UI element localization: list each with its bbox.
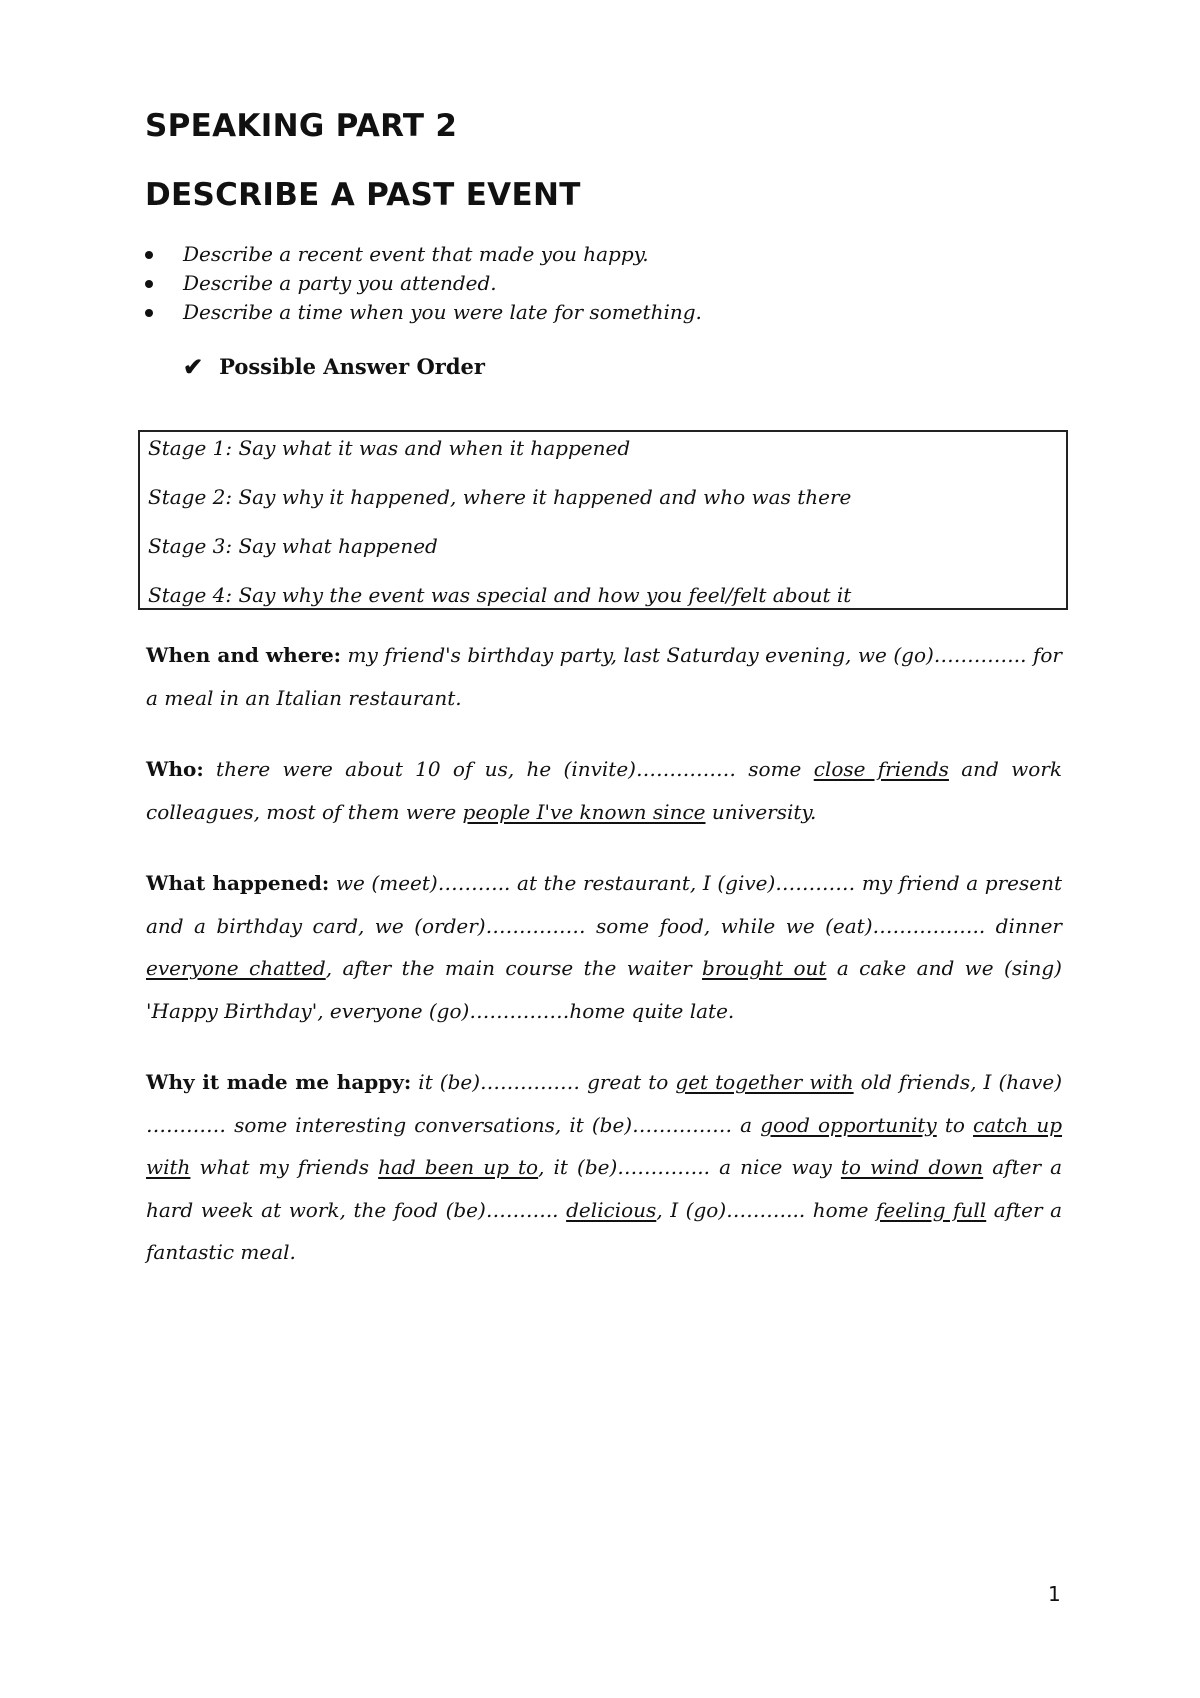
underlined-phrase: delicious [566,1197,657,1222]
stage-4: Stage 4: Say why the event was special and how you feel/felt about it [148,583,852,607]
why-happy-label: Why it made me happy: [146,1070,412,1094]
paragraph-text: and work colleagues, most of them were [146,757,1062,824]
paragraph-text: to [936,1112,973,1137]
stage-3: Stage 3: Say what happened [148,534,438,558]
paragraph-text: , I (go)………... home [656,1197,877,1222]
stages-box [138,430,1068,610]
paragraph-text: we (meet)……….. at the restaurant, I (give)………… my friend a present and a birthday card, we (order)…………… some food, while we (eat)…………….. dinner [146,871,1062,938]
paragraph-text: what my friends [190,1155,379,1179]
paragraph-text: , after the main course the waiter [325,956,703,980]
what-happened-paragraph [146,862,1062,1032]
underlined-phrase: brought out [702,956,827,980]
paragraph-text: it (be)…………… great to [411,1070,676,1094]
paragraph-text: there were about 10 of us, he (invite)…………… some [203,757,814,781]
page-title: SPEAKING PART 2 [145,108,458,144]
prompt-item [145,269,702,298]
paragraph-text: , it (be)………….. a nice way [538,1155,841,1179]
underlined-phrase: had been up to [378,1155,539,1179]
paragraph-text: my friend's birthday party, last Saturday evening, we (go)………….. for a meal in an Italian restaurant. [146,643,1062,710]
paragraph-text: after a hard week at work, the food (be)……….. [146,1155,1063,1222]
what-happened-label: What happened: [146,871,330,895]
why-happy-paragraph [146,1061,1062,1274]
underlined-phrase: people I've known since [462,799,706,824]
prompt-text: Describe a recent event that made you happy. [183,242,649,266]
bullet-icon [145,309,153,317]
prompt-item [145,298,702,327]
prompt-text: Describe a time when you were late for something. [183,300,702,324]
prompt-item [145,240,702,269]
underlined-phrase: catch up with [146,1112,1063,1179]
paragraph-text: university. [705,799,817,824]
underlined-phrase: close friends [813,757,949,781]
paragraph-text: old friends, I (have) ………… some interesting conversations, it (be)…………… a [146,1070,1062,1137]
bullet-icon [145,280,153,288]
stage-1: Stage 1: Say what it was and when it happened [148,436,631,460]
prompt-text: Describe a party you attended. [183,271,497,295]
bullet-icon [145,251,153,259]
page-subtitle: DESCRIBE A PAST EVENT [145,177,581,213]
underlined-phrase: good opportunity [760,1112,937,1137]
stage-2: Stage 2: Say why it happened, where it happened and who was there [148,485,852,509]
answer-order-heading [183,351,485,381]
when-where-paragraph [146,634,1062,719]
page-number: 1 [1048,1582,1061,1606]
underlined-phrase: everyone chatted [146,956,326,980]
paragraph-text: a cake and we (sing) 'Happy Birthday', everyone (go)……………home quite late. [146,956,1062,1023]
paragraph-text: after a fantastic meal. [146,1197,1063,1264]
underlined-phrase: feeling full [876,1197,987,1222]
when-where-label: When and where: [146,643,342,667]
underlined-phrase: to wind down [840,1155,984,1179]
underlined-phrase: get together with [675,1070,854,1094]
prompt-list [145,240,702,327]
answer-order-label: Possible Answer Order [219,354,485,379]
checkmark-icon: ✔ [183,351,204,381]
who-label: Who: [146,757,204,781]
who-paragraph [146,748,1062,833]
